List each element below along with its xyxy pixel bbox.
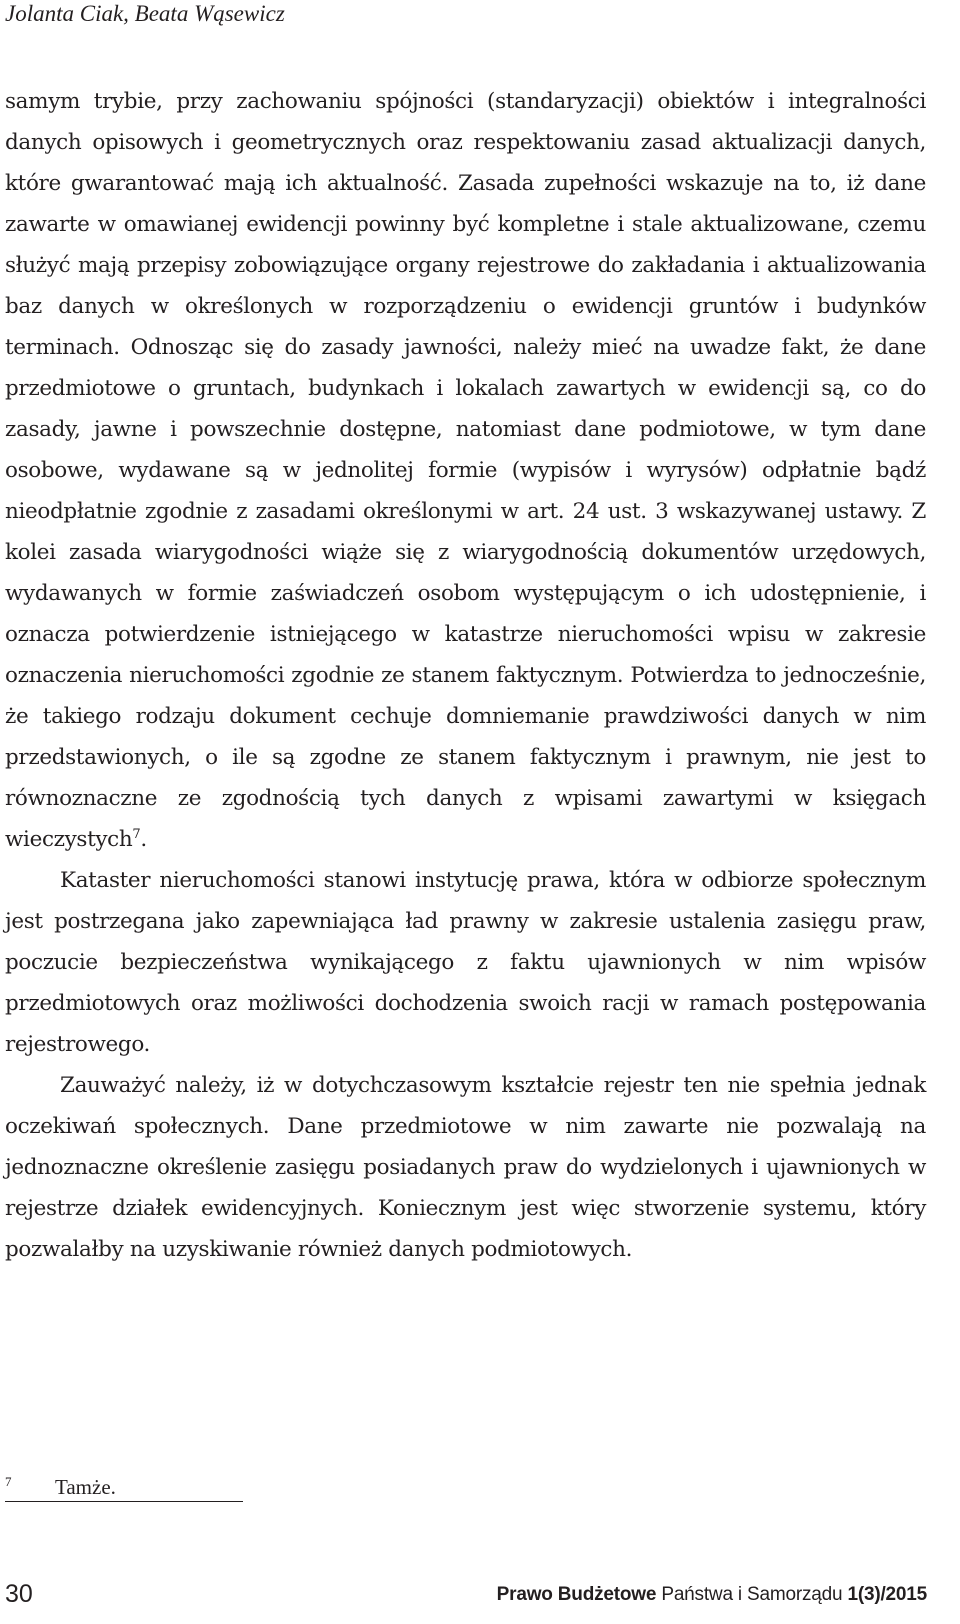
journal-issue: 1(3)/2015 [847,1584,927,1605]
journal-title-light: Państwa i Samorządu [661,1584,843,1605]
footnote-7 [5,1468,505,1508]
journal-title-bold: Prawo Budżetowe [496,1584,657,1605]
page-number: 30 [5,1580,33,1608]
footnote-ref-7[interactable]: 7 [132,827,141,842]
footnote-text: Tamże. [55,1475,116,1499]
article-body [5,81,926,1270]
body-paragraph-2: Kataster nieruchomości stanowi instytucję prawa, która w odbiorze społecznym jest postrzegana jako zapewniająca ład prawny w zakresie ustalenia zasięgu praw, poczucie bezpieczeństwa wynikającego z faktu ujawnionych w nim wpisów przedmiotowych oraz możliwości dochodzenia swoich racji w ramach postępowania rejestrowego. [5,868,926,1057]
paragraph-end-punctuation: . [140,827,147,852]
footnote-number: 7 [5,1474,12,1489]
body-paragraph-3: Zauważyć należy, iż w dotychczasowym kształcie rejestr ten nie spełnia jednak oczekiwań społecznych. Dane przedmiotowe w nim zawarte nie pozwalają na jednoznaczne określenie zasięgu posiadanych praw do wydzielonych i ujawnionych w rejestrze działek ewidencyjnych. Koniecznym jest więc stworzenie systemu, który pozwalałby na uzyskiwanie również danych podmiotowych. [5,1073,926,1262]
body-paragraph-1 [5,81,926,860]
paragraph-text: samym trybie, przy zachowaniu spójności (standaryzacji) obiektów i integralności danych opisowych i geometrycznych oraz respektowaniu zasad aktualizacji danych, które gwarantować mają ich aktualność. Zasada zupełności wskazuje na to, iż dane zawarte w omawianej ewidencji powinny być kompletne i stale aktualizowane, czemu służyć mają przepisy zobowiązujące organy rejestrowe do zakładania i aktualizowania baz danych w określonych w rozporządzeniu o ewidencji gruntów i budynków terminach. Odnosząc się do zasady jawności, należy mieć na uwadze fakt, że dane przedmiotowe o gruntach, budynkach i lokalach zawartych w ewidencji są, co do zasady, jawne i powszechnie dostępne, natomiast dane podmiotowe, w tym dane osobowe, wydawane są w jednolitej formie (wypisów i wyrysów) odpłatnie bądź nieodpłatnie zgodnie z zasadami określonymi w art. 24 ust. 3 wskazywanej ustawy. Z kolei zasada wiarygodności wiąże się z wiarygodnością dokumentów urzędowych, wydawanych w formie zaświadczeń osobom występującym o ich udostępnienie, i oznacza potwierdzenie istniejącego w katastrze nieruchomości wpisu w zakresie oznaczenia nieruchomości zgodnie ze stanem faktycznym. Potwierdza to jednocześnie, że takiego rodzaju dokument cechuje domniemanie prawdziwości danych w nim przedstawionych, o ile są zgodne ze stanem faktycznym i prawnym, nie jest to równoznaczne ze zgodnością tych danych z wpisami zawartymi w księgach wieczystych [5,89,926,852]
journal-footer [497,1582,927,1608]
running-head-authors: Jolanta Ciak, Beata Wąsewicz [5,1,285,26]
